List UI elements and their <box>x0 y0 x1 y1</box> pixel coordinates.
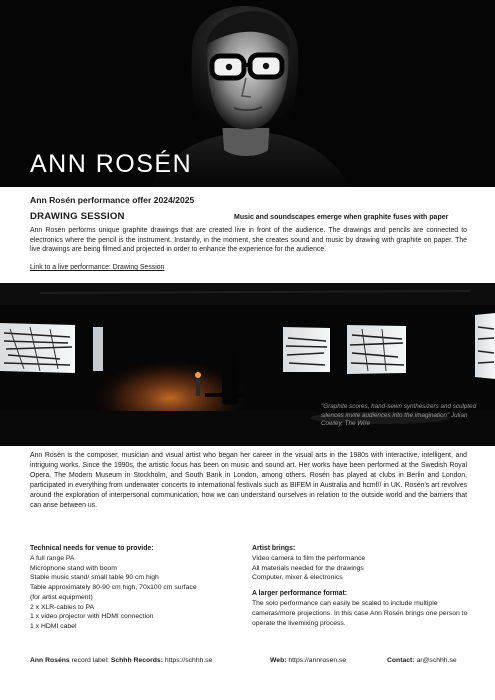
artist-bio: Ann Rosén is the composer, musician and visual artist who began her career in the visual arts in the 1980s with interactive, intelligent, and intriguing works. Since the 1990s, the artistic focus has been on music and sound art. Her works have been performed at the Swedish Royal Opera, The Modern Museum in Stockholm, and South Bank in London, among others. Rosén has played at clubs in Berlin and London, participated in everything from underwater concerts to international festivals such as BIFEM in Australia and hcmf// in UK. Rosén's art revolves around the exploration of interpersonal communication, how we can understand ourselves in relation to the outside world and the barriers that can arise between us. <box>30 452 467 510</box>
artist-brings-section <box>252 544 472 628</box>
technical-needs-heading: Technical needs for venue to provide: <box>30 545 154 552</box>
footer-label-middle: record label: <box>71 657 109 664</box>
list-item: Stable music stand/ small table 90 cm high <box>30 574 159 582</box>
artist-name-title: ANN ROSÉN <box>30 150 193 178</box>
artist-brings-list <box>252 554 472 583</box>
list-item: A full range PA <box>30 555 75 562</box>
performance-link[interactable]: Link to a live performance: Drawing Session <box>30 264 165 271</box>
footer-contact-label: Contact: <box>387 657 415 664</box>
artist-brings-heading: Artist brings: <box>252 545 296 552</box>
footer-label-url[interactable]: https://schhh.se <box>164 657 213 664</box>
section-tagline: Music and soundscapes emerge when graphite fuses with paper <box>234 214 449 221</box>
list-item: All materials needed for the drawings <box>252 564 364 572</box>
footer-web <box>270 657 346 664</box>
press-quote: "Graphite scores, hand-sewn synthesizers and sculpted silences invite audiences into the imagination" Julian Cowley, The Wire <box>321 403 477 428</box>
footer-label-name: Schhh Records: <box>110 657 163 664</box>
list-item: 2 x XLR-cables to PA <box>30 603 95 611</box>
technical-needs-section <box>30 544 240 632</box>
footer-record-label <box>30 657 212 664</box>
list-item: (for artist equipment) <box>30 593 93 601</box>
larger-format-heading: A larger performance format: <box>252 590 348 598</box>
list-item: 1 x video projector with HDMI connection <box>30 613 154 621</box>
section-heading: DRAWING SESSION <box>30 211 125 222</box>
list-item: Video camera to film the performance <box>252 555 366 562</box>
list-item: Computer, mixer & electronics <box>252 574 343 582</box>
hero-banner <box>0 0 495 187</box>
footer-contact <box>387 657 457 664</box>
list-item: Microphone stand with boom <box>30 564 117 572</box>
larger-format-text: The solo performance can easily be scaled to include multiple cameras/more projections. In this case Ann Rosén brings one person to operate the livemixing process. <box>252 600 468 627</box>
offer-title: Ann Rosén performance offer 2024/2025 <box>30 195 195 205</box>
footer-contact-email[interactable]: ar@schhh.se <box>416 657 457 664</box>
list-item: Table approximately 80-90 cm high, 70x100 cm surface <box>30 584 197 592</box>
performance-photo <box>0 283 495 446</box>
list-item: 1 x HDMI cabel <box>30 622 77 630</box>
footer-web-label: Web: <box>270 657 287 664</box>
technical-needs-list <box>30 554 240 632</box>
intro-description: Ann Rosén performs unique graphite drawings that are created live in front of the audience. The drawings and pencils are connected to electronics where the pencil is the instrument. Instantly, in the moment, she creates sound and music by drawing with graphite on paper. The live drawings are being filmed and projected in order to enhance the experience for the audience. <box>30 227 467 254</box>
footer-label-prefix: Ann Roséns <box>30 657 70 664</box>
footer-web-url[interactable]: https://annrosen.se <box>288 657 347 664</box>
